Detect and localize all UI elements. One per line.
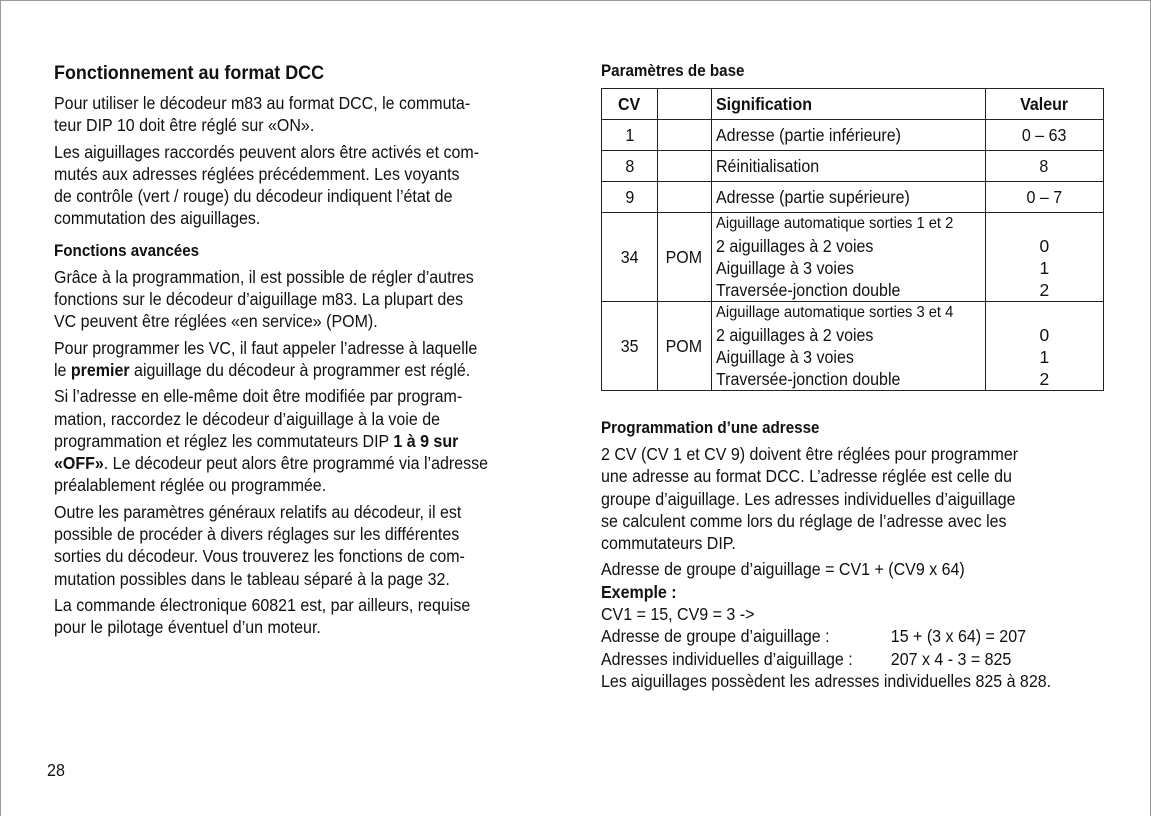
- cell-pom: [657, 302, 711, 391]
- cell-text: 1: [624, 124, 634, 145]
- text-line: sorties du décodeur. Vous trouverez les fonctions de com-: [54, 546, 465, 567]
- text-line: commutation des aiguillages.: [54, 208, 261, 229]
- address-change-paragraph: [54, 385, 523, 496]
- cell-text: 8: [624, 155, 634, 176]
- text-line: une adresse au format DCC. L’adresse réglée est celle du: [601, 466, 1012, 487]
- cell-option: Traversée-jonction double: [715, 369, 901, 389]
- cell-text: 35: [620, 335, 639, 356]
- text-line: Pour programmer les VC, il faut appeler l’adresse à laquelle: [54, 337, 478, 358]
- cell-option: Aiguillage à 3 voies: [715, 258, 854, 278]
- text-line: [54, 359, 523, 381]
- text-line: 2 CV (CV 1 et CV 9) doivent être réglées pour programmer: [601, 444, 1019, 464]
- final-line: Les aiguillages possèdent les adresses individuelles 825 à 828.: [601, 670, 1052, 691]
- cell-text: Réinitialisation: [715, 155, 819, 176]
- cell-meaning: [711, 120, 985, 151]
- intro-paragraph: [54, 92, 523, 137]
- group-address-label: Adresse de groupe d’aiguillage :: [601, 626, 830, 647]
- header-cv: [602, 89, 658, 120]
- cv-programming-paragraph: [54, 337, 523, 382]
- header-text: CV: [618, 93, 641, 114]
- cell-stack: [716, 302, 960, 390]
- cell-text: 0 – 7: [1026, 186, 1063, 207]
- cell-meaning: [711, 302, 985, 391]
- example-label: Exemple :: [601, 581, 677, 602]
- cell-cv: [602, 302, 658, 391]
- cell-value: [985, 213, 1103, 302]
- cell-value: [985, 151, 1103, 182]
- cell-text: 2: [1039, 369, 1050, 389]
- formula-line: Adresse de groupe d’aiguillage = CV1 + (CV9 x 64): [601, 559, 965, 580]
- text-line: [54, 430, 523, 452]
- header-meaning: [711, 89, 985, 120]
- text-line: Si l’adresse en elle-même doit être modifiée par program-: [54, 386, 463, 407]
- parameters-table: [601, 88, 1104, 391]
- table-row: [602, 302, 1104, 391]
- table-title: Paramètres de base: [601, 62, 745, 80]
- cell-text: POM: [665, 246, 703, 267]
- cell-meaning: [711, 213, 985, 302]
- cell-cv: [602, 120, 658, 151]
- programming-paragraph: [54, 266, 523, 333]
- cell-text: 1: [1039, 347, 1050, 367]
- subtitle-advanced-functions: Fonctions avancées: [54, 241, 200, 260]
- text-line: commutateurs DIP.: [601, 533, 736, 554]
- text-fragment: le: [54, 359, 71, 380]
- text-line: VC peuvent être réglées «en service» (POM).: [54, 311, 378, 332]
- example-line: CV1 = 15, CV9 = 3 ->: [601, 604, 755, 625]
- text-line: groupe d’aiguillage. Les adresses individuelles d’aiguillage: [601, 488, 1016, 509]
- cell-pom: [657, 151, 711, 182]
- cell-meaning: [711, 151, 985, 182]
- bold-off: «OFF»: [54, 453, 104, 474]
- group-address-line: [601, 625, 1066, 647]
- text-line: teur DIP 10 doit être réglé sur «ON».: [54, 115, 315, 136]
- individual-address-label: Adresses individuelles d’aiguillage :: [601, 648, 853, 669]
- text-line: Outre les paramètres généraux relatifs au décodeur, il est: [54, 501, 462, 522]
- individual-address-line: [601, 648, 1066, 670]
- cell-value: [985, 182, 1103, 213]
- cell-option: 2 aiguillages à 2 voies: [715, 325, 874, 345]
- text-fragment: . Le décodeur peut alors être programmé via l’adresse: [103, 453, 488, 474]
- cell-text: 0 – 63: [1022, 124, 1067, 145]
- bold-dip-range: 1 à 9 sur: [393, 430, 459, 451]
- text-line: mutation possibles dans le tableau séparé à la page 32.: [54, 568, 450, 589]
- section-title-dcc: Fonctionnement au format DCC: [54, 62, 325, 84]
- text-line: La commande électronique 60821 est, par ailleurs, requise: [54, 594, 471, 615]
- text-line: fonctions sur le décodeur d’aiguillage m83. La plupart des: [54, 289, 464, 310]
- address-paragraph: [601, 443, 1066, 554]
- cell-stack: [716, 213, 960, 301]
- text-line: Grâce à la programmation, il est possible de régler d’autres: [54, 266, 474, 287]
- text-line: Les aiguillages raccordés peuvent alors être activés et com-: [54, 141, 480, 162]
- page-number: 28: [47, 760, 65, 780]
- cell-option: Traversée-jonction double: [715, 280, 901, 300]
- cell-text: 2: [1039, 280, 1050, 300]
- text-fragment: programmation et réglez les commutateurs DIP: [54, 430, 394, 451]
- cell-cv: [602, 213, 658, 302]
- cell-pom: [657, 120, 711, 151]
- cell-text: 0: [1039, 325, 1050, 345]
- group-address-value: 15 + (3 x 64) = 207: [890, 626, 1027, 647]
- cell-cv: [602, 182, 658, 213]
- cell-text: 1: [1039, 258, 1050, 278]
- cell-option: Aiguillage à 3 voies: [715, 347, 854, 367]
- cell-heading: Aiguillage automatique sorties 3 et 4: [715, 304, 953, 321]
- cell-pom: [657, 182, 711, 213]
- outputs-paragraph: [54, 501, 523, 590]
- text-line: se calculent comme lors du réglage de l’adresse avec les: [601, 510, 1007, 531]
- individual-address-value: 207 x 4 - 3 = 825: [890, 648, 1012, 669]
- text-line: préalablement réglée ou programmée.: [54, 475, 327, 496]
- left-column: [54, 60, 564, 643]
- text-line: mutés aux adresses réglées précédemment. Les voyants: [54, 163, 460, 184]
- text-line: pour le pilotage éventuel d’un moteur.: [54, 617, 321, 638]
- cell-heading: Aiguillage automatique sorties 1 et 2: [715, 215, 953, 232]
- text-fragment: aiguillage du décodeur à programmer est réglé.: [129, 359, 471, 380]
- cell-cv: [602, 151, 658, 182]
- switching-paragraph: [54, 141, 523, 230]
- cell-text: 8: [1039, 155, 1049, 176]
- cell-text: 0: [1039, 236, 1050, 256]
- text-line: possible de procéder à divers réglages sur les différentes: [54, 524, 460, 545]
- cell-text: Adresse (partie inférieure): [715, 124, 901, 145]
- cell-text: 9: [624, 186, 634, 207]
- table-header-row: [602, 89, 1104, 120]
- table-row: [602, 213, 1104, 302]
- cell-text: 34: [620, 246, 639, 267]
- cell-option: 2 aiguillages à 2 voies: [715, 236, 874, 256]
- text-line: [54, 452, 523, 474]
- header-text: Valeur: [1020, 93, 1069, 114]
- cell-value: [985, 302, 1103, 391]
- cell-meaning: [711, 182, 985, 213]
- motor-paragraph: [54, 594, 523, 639]
- cell-text: Adresse (partie supérieure): [715, 186, 910, 207]
- text-line: mation, raccordez le décodeur d’aiguillage à la voie de: [54, 408, 441, 429]
- header-text: Signification: [715, 93, 812, 114]
- header-pom: [657, 89, 711, 120]
- bold-premier: premier: [70, 359, 130, 380]
- table-row: [602, 151, 1104, 182]
- right-column: [601, 60, 1106, 692]
- cell-value: [985, 120, 1103, 151]
- text-line: Pour utiliser le décodeur m83 au format DCC, le commuta-: [54, 93, 471, 113]
- subtitle-address-programming: Programmation d’une adresse: [601, 419, 820, 437]
- text-line: de contrôle (vert / rouge) du décodeur indiquent l’état de: [54, 186, 453, 207]
- header-value: [985, 89, 1103, 120]
- table-row: [602, 182, 1104, 213]
- table-row: [602, 120, 1104, 151]
- formula-block: [601, 558, 1066, 692]
- cell-text: POM: [665, 335, 703, 356]
- cell-pom: [657, 213, 711, 302]
